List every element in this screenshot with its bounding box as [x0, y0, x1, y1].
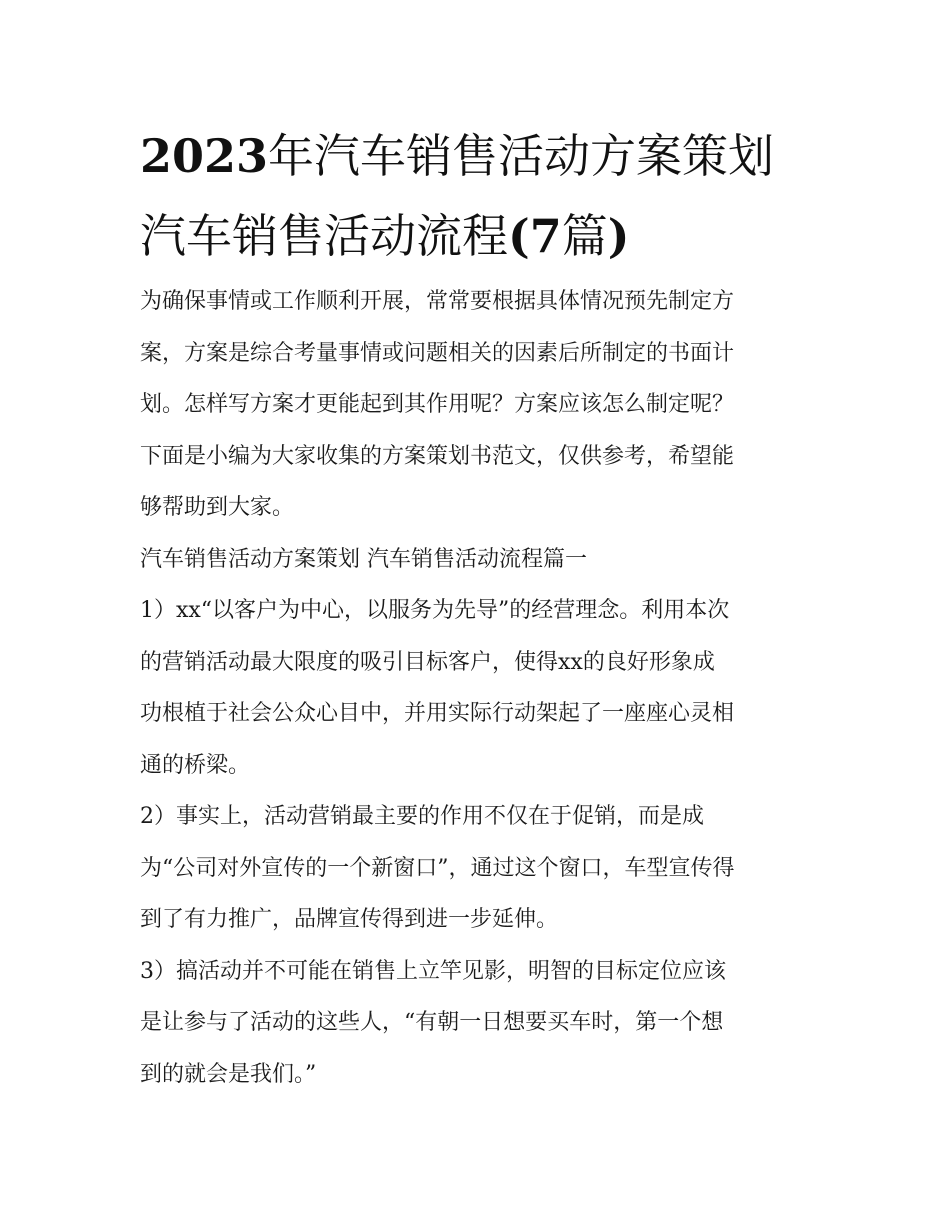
body-line: 2）事实上，活动营销最主要的作用不仅在于促销，而是成 [140, 804, 704, 829]
title-line-1-text: 年汽车销售活动方案策划 [268, 129, 775, 183]
body-line: 通的桥梁。 [140, 752, 251, 778]
body-line: 为确保事情或工作顺利开展，常常要根据具体情况预先制定方 [140, 289, 735, 314]
section-heading: 汽车销售活动方案策划 汽车销售活动流程篇一 [140, 546, 587, 572]
body-line: 划。怎样写方案才更能起到其作用呢？方案应该怎么制定呢？ [140, 392, 735, 417]
body-line: 是让参与了活动的这些人，“有朝一日想要买车时，第一个想 [140, 1010, 724, 1035]
body-line: 功根植于社会公众心目中，并用实际行动架起了一座座心灵相 [140, 701, 735, 726]
document-body [140, 276, 820, 1100]
body-line: 的营销活动最大限度的吸引目标客户，使得xx的良好形象成 [140, 649, 715, 675]
title-year: 2023 [140, 129, 269, 183]
body-line: 为“公司对外宣传的一个新窗口”，通过这个窗口，车型宣传得 [140, 855, 735, 881]
document-title [140, 116, 840, 276]
body-line: 下面是小编为大家收集的方案策划书范文，仅供参考，希望能 [140, 443, 735, 469]
body-line: 案，方案是综合考量事情或问题相关的因素后所制定的书面计 [140, 340, 735, 366]
body-line: 到的就会是我们。” [140, 1061, 317, 1087]
body-line: 够帮助到大家。 [140, 495, 295, 520]
title-close-paren: ) [607, 209, 630, 263]
title-line-1 [140, 116, 840, 196]
body-line: 到了有力推广，品牌宣传得到进一步延伸。 [140, 907, 559, 932]
title-line-2-text-a: 汽车销售活动流程 [140, 209, 508, 263]
title-line-2-text-b: 篇 [561, 209, 608, 263]
title-line-2 [140, 196, 840, 276]
title-count: (7 [508, 209, 562, 263]
body-line: 1）xx“以客户为中心，以服务为先导”的经营理念。利用本次 [140, 598, 730, 623]
body-line: 3）搞活动并不可能在销售上立竿见影，明智的目标定位应该 [140, 958, 726, 984]
